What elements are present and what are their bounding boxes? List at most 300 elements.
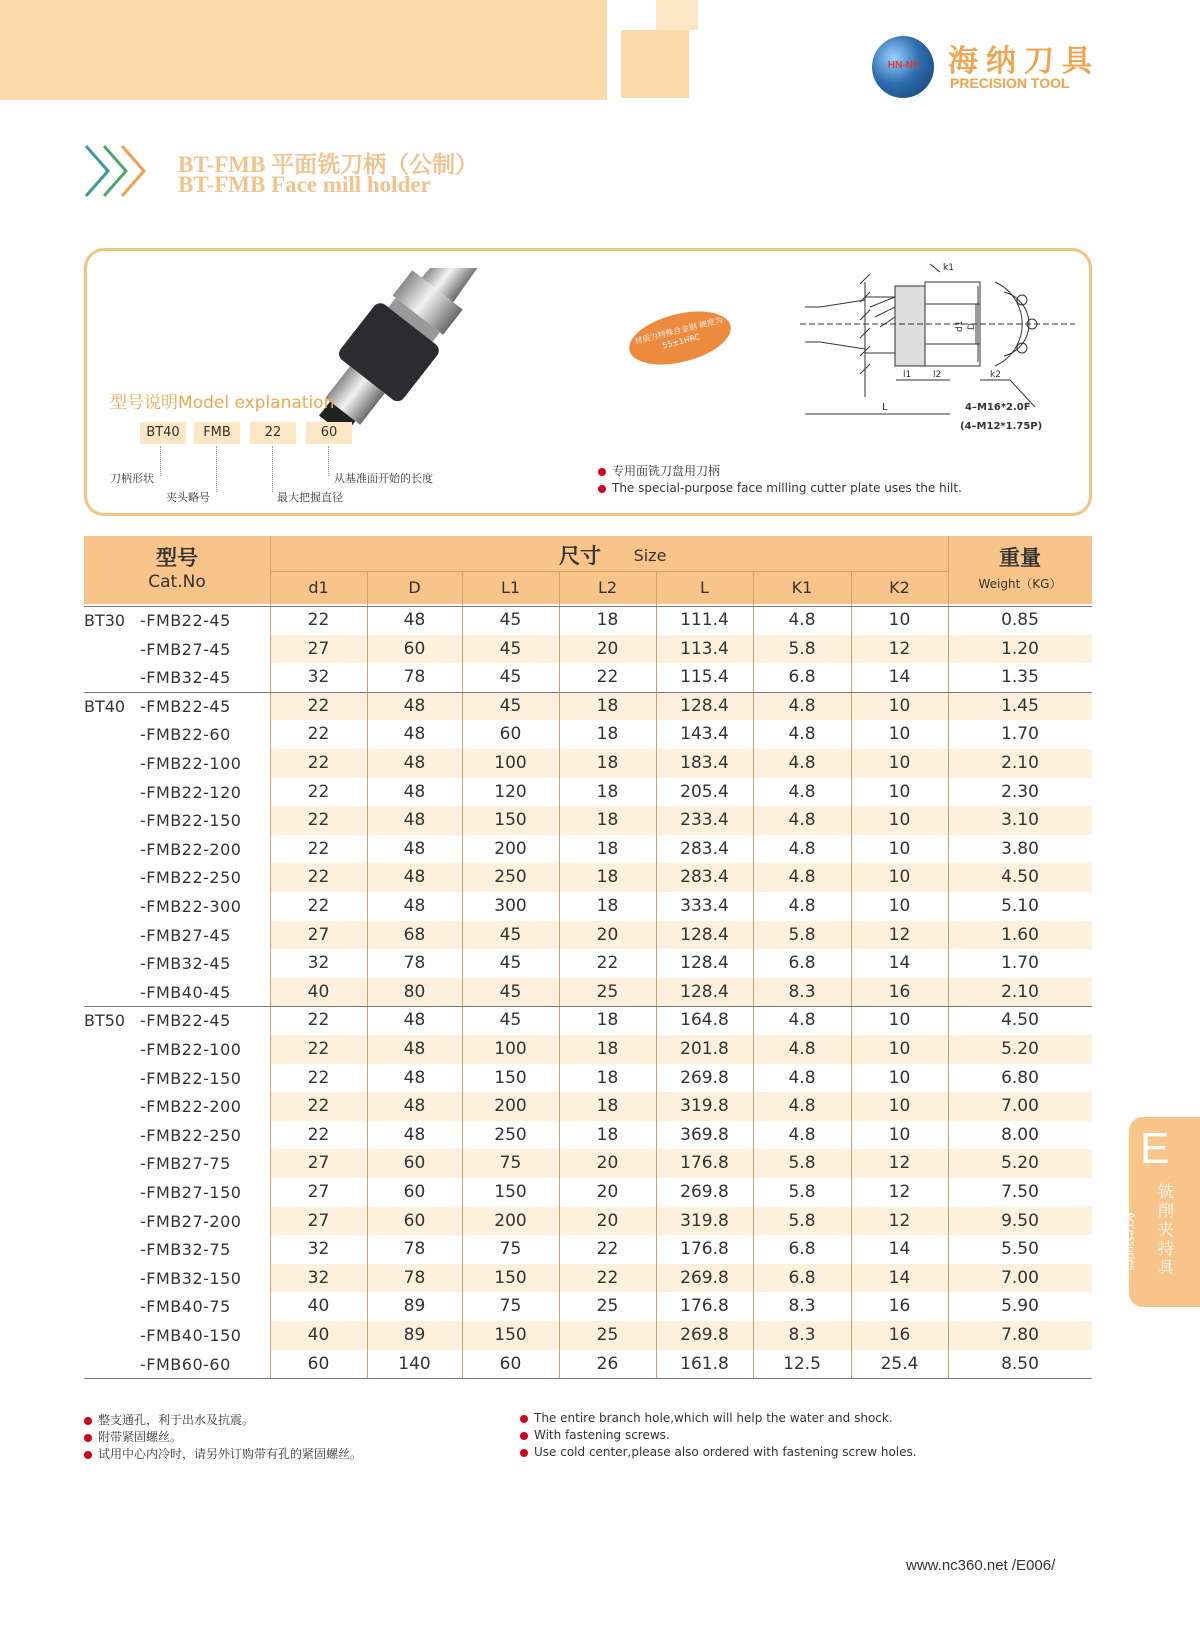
cell-k1: 5.8: [788, 1182, 816, 1202]
cell-k1: 8.3: [788, 1325, 816, 1345]
note-en-1: The entire branch hole,which will help the water and shock.: [520, 1411, 893, 1425]
section-title-cn: 铣削夹持具: [1157, 1182, 1174, 1277]
cell-d: 48: [403, 753, 426, 773]
cell-weight: 4.50: [1001, 1010, 1039, 1031]
label-length: 从基准面开始的长度: [334, 472, 433, 485]
page-title-en: BT-FMB Face mill holder: [178, 172, 431, 197]
table-bottom-border: [84, 1378, 1092, 1379]
cell-l: 319.8: [680, 1096, 729, 1117]
cat-no-cell: -FMB22-100: [140, 754, 242, 773]
cell-l1: 150: [494, 1325, 527, 1345]
cell-l2: 18: [596, 1010, 619, 1031]
cell-l: 201.8: [680, 1039, 729, 1059]
cell-weight: 4.50: [1001, 867, 1039, 888]
cell-k1: 4.8: [788, 781, 816, 802]
cell-d: 48: [403, 610, 426, 630]
model-chip-diameter: 22: [250, 422, 296, 444]
brand-name-en: PRECISION TOOL: [950, 75, 1070, 91]
bullet-icon: [84, 1434, 92, 1442]
cell-k2: 12: [888, 638, 911, 659]
cell-l2: 18: [596, 1039, 619, 1059]
cell-weight: 5.20: [1001, 1039, 1039, 1059]
cell-l2: 22: [596, 1267, 619, 1288]
cell-weight: 1.35: [1001, 667, 1039, 688]
label-holder-code: 夹头略号: [166, 491, 210, 504]
cell-l: 111.4: [680, 610, 729, 630]
cell-k1: 4.8: [788, 724, 816, 745]
cell-d: 68: [403, 924, 426, 945]
cell-l1: 200: [494, 1210, 527, 1231]
cell-l2: 18: [596, 724, 619, 745]
cell-d1: 22: [307, 1096, 330, 1117]
svg-text:l1: l1: [903, 370, 912, 380]
section-title-en: Accessories: [1125, 1212, 1136, 1271]
cell-d: 48: [403, 867, 426, 888]
cell-weight: 1.70: [1001, 724, 1039, 745]
column-header-l: L: [700, 578, 709, 597]
cell-l2: 18: [596, 1067, 619, 1088]
series-label: BT40: [84, 696, 126, 716]
cell-l1: 150: [494, 1267, 527, 1288]
cell-l1: 45: [499, 953, 522, 974]
cell-l: 269.8: [680, 1267, 729, 1288]
cell-l1: 200: [494, 838, 527, 859]
cell-l1: 45: [499, 638, 522, 659]
cell-k2: 12: [888, 1182, 911, 1202]
cell-k2: 10: [888, 867, 911, 888]
cell-l1: 150: [494, 1067, 527, 1088]
cell-l1: 60: [499, 724, 522, 745]
cat-no-cell: -FMB32-45: [140, 668, 231, 688]
header-weight-en: Weight（KG）: [978, 577, 1062, 591]
cell-l1: 45: [499, 610, 522, 630]
cell-l1: 45: [499, 981, 522, 1002]
cell-k2: 10: [888, 1096, 911, 1117]
cell-k2: 16: [888, 1296, 911, 1317]
cat-no-cell: -FMB22-200: [140, 1097, 242, 1117]
cell-k1: 4.8: [788, 867, 816, 888]
cell-l2: 18: [596, 1124, 619, 1145]
cell-l2: 25: [596, 1325, 619, 1345]
cell-k2: 12: [888, 1210, 911, 1231]
cell-d1: 22: [307, 838, 330, 859]
bullet-icon: [520, 1415, 528, 1423]
cell-weight: 6.80: [1001, 1067, 1039, 1088]
cat-no-cell: -FMB22-250: [140, 868, 242, 888]
cell-d1: 32: [307, 953, 330, 974]
cell-weight: 8.00: [1001, 1124, 1039, 1145]
cell-weight: 1.45: [1001, 695, 1039, 716]
cell-d: 48: [403, 1124, 426, 1145]
cat-no-cell: -FMB22-250: [140, 1125, 242, 1145]
cell-l: 183.4: [680, 753, 729, 773]
cell-l: 143.4: [680, 724, 729, 745]
cell-k2: 10: [888, 896, 911, 916]
cat-no-cell: -FMB40-45: [140, 982, 231, 1002]
tool-holder-image: [310, 268, 590, 478]
column-header-d1: d1: [308, 578, 329, 597]
cell-k2: 14: [888, 667, 911, 688]
cell-l: 176.8: [680, 1153, 729, 1174]
cell-l1: 150: [494, 1182, 527, 1202]
cell-k2: 16: [888, 1325, 911, 1345]
cell-l: 205.4: [680, 781, 729, 802]
cell-weight: 8.50: [1001, 1353, 1039, 1374]
cell-k1: 4.8: [788, 1096, 816, 1117]
cell-d: 78: [403, 1267, 426, 1288]
leader-line: [272, 446, 274, 492]
cell-weight: 2.30: [1001, 781, 1039, 802]
cell-k1: 5.8: [788, 1153, 816, 1174]
cell-k1: 4.8: [788, 753, 816, 773]
cell-l: 369.8: [680, 1124, 729, 1145]
cell-k1: 12.5: [783, 1353, 821, 1374]
cell-weight: 7.80: [1001, 1325, 1039, 1345]
cat-no-cell: -FMB22-150: [140, 811, 242, 831]
group-divider: [84, 692, 1092, 693]
cell-d: 48: [403, 810, 426, 831]
header-square: [621, 30, 689, 98]
cell-d1: 22: [307, 1067, 330, 1088]
chevron-arrows-icon: [82, 142, 154, 200]
model-chip-fmb: FMB: [194, 422, 240, 444]
cell-d1: 22: [307, 753, 330, 773]
cell-l1: 75: [499, 1153, 522, 1174]
bullet-icon: [520, 1432, 528, 1440]
cell-k1: 4.8: [788, 610, 816, 630]
cat-no-cell: -FMB40-75: [140, 1297, 231, 1317]
cell-l: 128.4: [680, 924, 729, 945]
cat-no-cell: -FMB22-60: [140, 725, 231, 745]
cell-k2: 16: [888, 981, 911, 1002]
cell-l2: 20: [596, 1210, 619, 1231]
cat-no-cell: -FMB27-75: [140, 1154, 231, 1174]
column-header-k2: K2: [889, 578, 910, 597]
cell-weight: 7.00: [1001, 1096, 1039, 1117]
cell-k1: 4.8: [788, 695, 816, 716]
cell-k2: 10: [888, 695, 911, 716]
cell-d1: 40: [307, 1296, 330, 1317]
model-explanation-title: 型号说明Model explanation: [110, 393, 335, 413]
cell-d1: 22: [307, 781, 330, 802]
note-cn-2: 附带紧固螺丝。: [84, 1428, 182, 1445]
cat-no-cell: -FMB27-150: [140, 1183, 242, 1202]
cell-k1: 4.8: [788, 1039, 816, 1059]
model-chip-bt40: BT40: [140, 422, 186, 444]
cell-d: 48: [403, 695, 426, 716]
cell-l: 269.8: [680, 1325, 729, 1345]
cell-k1: 4.8: [788, 896, 816, 916]
cell-d1: 27: [307, 638, 330, 659]
cell-d: 140: [398, 1353, 431, 1374]
cell-k1: 6.8: [788, 1239, 816, 1260]
cell-k2: 14: [888, 953, 911, 974]
series-label: BT30: [84, 611, 126, 630]
cell-d1: 22: [307, 1124, 330, 1145]
note-en-3: Use cold center,please also ordered with fastening screw holes.: [520, 1445, 917, 1459]
cell-weight: 7.00: [1001, 1267, 1039, 1288]
cell-weight: 1.20: [1001, 638, 1039, 659]
cell-k1: 5.8: [788, 924, 816, 945]
header-weight-cn: 重量: [999, 546, 1041, 570]
cell-d1: 22: [307, 1039, 330, 1059]
cell-l1: 200: [494, 1096, 527, 1117]
cell-l2: 22: [596, 953, 619, 974]
column-header-l2: L2: [597, 578, 618, 597]
cat-no-cell: -FMB27-45: [140, 925, 231, 945]
cell-l: 115.4: [680, 667, 729, 688]
cell-d1: 27: [307, 1153, 330, 1174]
cell-l: 128.4: [680, 981, 729, 1002]
cell-d: 78: [403, 953, 426, 974]
cat-no-cell: -FMB32-45: [140, 954, 231, 974]
column-header-k1: K1: [791, 578, 813, 597]
cell-k2: 10: [888, 810, 911, 831]
feature-cn: 专用面铣刀盘用刀柄: [598, 462, 720, 479]
leader-line: [328, 446, 330, 476]
cell-l2: 18: [596, 695, 619, 716]
cell-k1: 5.8: [788, 638, 816, 659]
cell-k2: 10: [888, 1039, 911, 1059]
cat-no-cell: -FMB27-45: [140, 639, 231, 659]
bullet-icon: [520, 1449, 528, 1457]
cell-l1: 250: [494, 1124, 527, 1145]
cell-d1: 32: [307, 1239, 330, 1260]
cell-d: 48: [403, 1067, 426, 1088]
cell-weight: 1.70: [1001, 953, 1039, 974]
cell-d: 60: [403, 1210, 426, 1231]
cell-k2: 10: [888, 781, 911, 802]
cell-d: 48: [403, 1039, 426, 1059]
cell-l1: 45: [499, 695, 522, 716]
cell-d: 48: [403, 1096, 426, 1117]
technical-drawing: [800, 262, 1075, 462]
cell-d: 48: [403, 724, 426, 745]
cell-k1: 6.8: [788, 667, 816, 688]
leader-line: [216, 446, 218, 492]
cell-l2: 20: [596, 924, 619, 945]
column-header-l1: L1: [500, 578, 521, 597]
cell-d1: 32: [307, 1267, 330, 1288]
cell-weight: 3.80: [1001, 838, 1039, 859]
header-cat-cn: 型号: [156, 546, 198, 570]
cat-no-cell: -FMB32-75: [140, 1240, 231, 1260]
bullet-icon: [84, 1451, 92, 1459]
cell-l1: 60: [499, 1353, 522, 1374]
bullet-icon: [598, 485, 606, 493]
svg-text:k2: k2: [990, 370, 1001, 380]
cell-k1: 4.8: [788, 1067, 816, 1088]
cell-l2: 20: [596, 1153, 619, 1174]
cell-l2: 18: [596, 1096, 619, 1117]
cell-l2: 20: [596, 638, 619, 659]
cell-k2: 10: [888, 724, 911, 745]
cell-l: 176.8: [680, 1239, 729, 1260]
footer-url: www.nc360.net /E006/: [906, 1557, 1056, 1574]
cell-l2: 18: [596, 781, 619, 802]
cell-l1: 120: [494, 781, 527, 802]
cell-l1: 150: [494, 810, 527, 831]
header-size-en: Size: [633, 546, 667, 565]
cell-d1: 22: [307, 1010, 330, 1031]
cat-no-cell: -FMB22-45: [140, 696, 231, 716]
cell-k2: 10: [888, 1124, 911, 1145]
cell-d: 48: [403, 781, 426, 802]
header-size-cn: 尺寸: [559, 544, 601, 568]
cell-l1: 45: [499, 924, 522, 945]
svg-text:k1: k1: [943, 263, 954, 273]
cell-d1: 27: [307, 1182, 330, 1202]
group-divider: [84, 1006, 1092, 1007]
svg-text:d1: d1: [955, 320, 965, 332]
cell-k2: 10: [888, 1067, 911, 1088]
cell-l2: 18: [596, 753, 619, 773]
svg-text:l2: l2: [933, 370, 942, 380]
cell-d1: 22: [307, 610, 330, 630]
cell-k1: 5.8: [788, 1210, 816, 1231]
cell-l1: 45: [499, 1010, 522, 1031]
cell-l: 269.8: [680, 1067, 729, 1088]
cell-weight: 0.85: [1001, 610, 1039, 630]
cat-no-cell: -FMB22-200: [140, 839, 242, 859]
page-title-cn: BT-FMB 平面铣刀柄（公制）: [178, 152, 479, 177]
cell-l2: 25: [596, 1296, 619, 1317]
logo-text: HN-NC: [887, 60, 921, 71]
cat-no-cell: -FMB32-150: [140, 1268, 242, 1288]
cell-k2: 14: [888, 1239, 911, 1260]
svg-text:L: L: [882, 402, 888, 413]
section-letter: E: [1140, 1124, 1170, 1173]
brand-name-cn: 海纳刀具: [948, 44, 1100, 79]
cell-l: 283.4: [680, 867, 729, 888]
cell-k1: 6.8: [788, 1267, 816, 1288]
cell-l: 164.8: [680, 1010, 729, 1031]
cat-no-cell: -FMB40-150: [140, 1326, 242, 1345]
cell-k2: 12: [888, 1153, 911, 1174]
cell-weight: 9.50: [1001, 1210, 1039, 1231]
cell-d1: 22: [307, 724, 330, 745]
cell-d: 60: [403, 1153, 426, 1174]
cell-d1: 22: [307, 810, 330, 831]
cell-k2: 10: [888, 610, 911, 630]
cell-l1: 75: [499, 1239, 522, 1260]
cell-weight: 3.10: [1001, 810, 1039, 831]
cell-l2: 18: [596, 838, 619, 859]
cell-l2: 18: [596, 867, 619, 888]
cell-k1: 4.8: [788, 1010, 816, 1031]
cell-weight: 2.10: [1001, 981, 1039, 1002]
cell-k2: 25.4: [880, 1353, 919, 1374]
cell-k2: 14: [888, 1267, 911, 1288]
cell-l2: 26: [596, 1353, 619, 1374]
cell-k1: 4.8: [788, 838, 816, 859]
note-cn-1: 整支通孔，利于出水及抗震。: [84, 1411, 254, 1428]
svg-text:D: D: [967, 323, 977, 330]
cell-l2: 22: [596, 667, 619, 688]
cell-l: 128.4: [680, 953, 729, 974]
cell-l2: 20: [596, 1182, 619, 1202]
cell-l1: 45: [499, 667, 522, 688]
cell-d: 60: [403, 638, 426, 659]
cat-no-cell: -FMB22-45: [140, 611, 231, 630]
bullet-icon: [84, 1417, 92, 1425]
material-badge-text: 材质为特殊合金钢 硬度为55±1HRC: [633, 315, 724, 351]
leader-line: [160, 446, 162, 476]
cell-d: 48: [403, 896, 426, 916]
cell-d: 89: [403, 1325, 426, 1345]
cat-no-cell: -FMB27-200: [140, 1211, 242, 1231]
cell-d1: 27: [307, 924, 330, 945]
cell-weight: 5.10: [1001, 896, 1039, 916]
header-band: [0, 0, 607, 100]
group-divider: [84, 606, 1092, 607]
cell-l: 128.4: [680, 695, 729, 716]
cell-d: 78: [403, 667, 426, 688]
cell-d1: 22: [307, 896, 330, 916]
cell-weight: 2.10: [1001, 753, 1039, 773]
cat-no-cell: -FMB22-120: [140, 782, 242, 802]
cell-weight: 5.50: [1001, 1239, 1039, 1260]
cell-l2: 22: [596, 1239, 619, 1260]
note-en-2: With fastening screws.: [520, 1428, 670, 1442]
cat-no-cell: -FMB22-45: [140, 1011, 231, 1031]
cell-d1: 40: [307, 1325, 330, 1345]
svg-text:4–M16*2.0F: 4–M16*2.0F: [965, 402, 1031, 413]
cell-d: 48: [403, 838, 426, 859]
header-square-light: [656, 0, 698, 30]
cell-weight: 5.90: [1001, 1296, 1039, 1317]
cat-no-cell: -FMB22-100: [140, 1040, 242, 1059]
cell-k1: 8.3: [788, 981, 816, 1002]
cell-l: 333.4: [680, 896, 729, 916]
cell-d1: 22: [307, 867, 330, 888]
cell-d: 80: [403, 981, 426, 1002]
cell-l1: 100: [494, 753, 527, 773]
cell-l: 269.8: [680, 1182, 729, 1202]
cell-l1: 250: [494, 867, 527, 888]
cell-l: 233.4: [680, 810, 729, 831]
cell-l1: 100: [494, 1039, 527, 1059]
cell-k1: 8.3: [788, 1296, 816, 1317]
cell-l2: 18: [596, 896, 619, 916]
cell-d: 78: [403, 1239, 426, 1260]
cell-l2: 25: [596, 981, 619, 1002]
cell-l: 176.8: [680, 1296, 729, 1317]
cat-no-cell: -FMB60-60: [140, 1354, 231, 1374]
cell-l2: 18: [596, 610, 619, 630]
cell-k2: 10: [888, 753, 911, 773]
feature-en: The special-purpose face milling cutter plate uses the hilt.: [598, 481, 962, 495]
cell-d1: 32: [307, 667, 330, 688]
cell-l: 161.8: [680, 1353, 729, 1374]
cell-l1: 300: [494, 896, 527, 916]
cell-k2: 10: [888, 1010, 911, 1031]
label-max-diameter: 最大把握直径: [277, 491, 343, 504]
column-header-d: D: [408, 578, 421, 597]
cell-d1: 22: [307, 695, 330, 716]
cell-weight: 1.60: [1001, 924, 1039, 945]
cat-no-cell: -FMB22-300: [140, 897, 242, 916]
series-label: BT50: [84, 1011, 126, 1031]
cell-k1: 4.8: [788, 810, 816, 831]
cell-weight: 7.50: [1001, 1182, 1039, 1202]
cell-k2: 12: [888, 924, 911, 945]
header-cat-en: Cat.No: [148, 572, 206, 592]
header-divider: [270, 571, 948, 572]
cell-d: 89: [403, 1296, 426, 1317]
cell-weight: 5.20: [1001, 1153, 1039, 1174]
cell-l: 319.8: [680, 1210, 729, 1231]
